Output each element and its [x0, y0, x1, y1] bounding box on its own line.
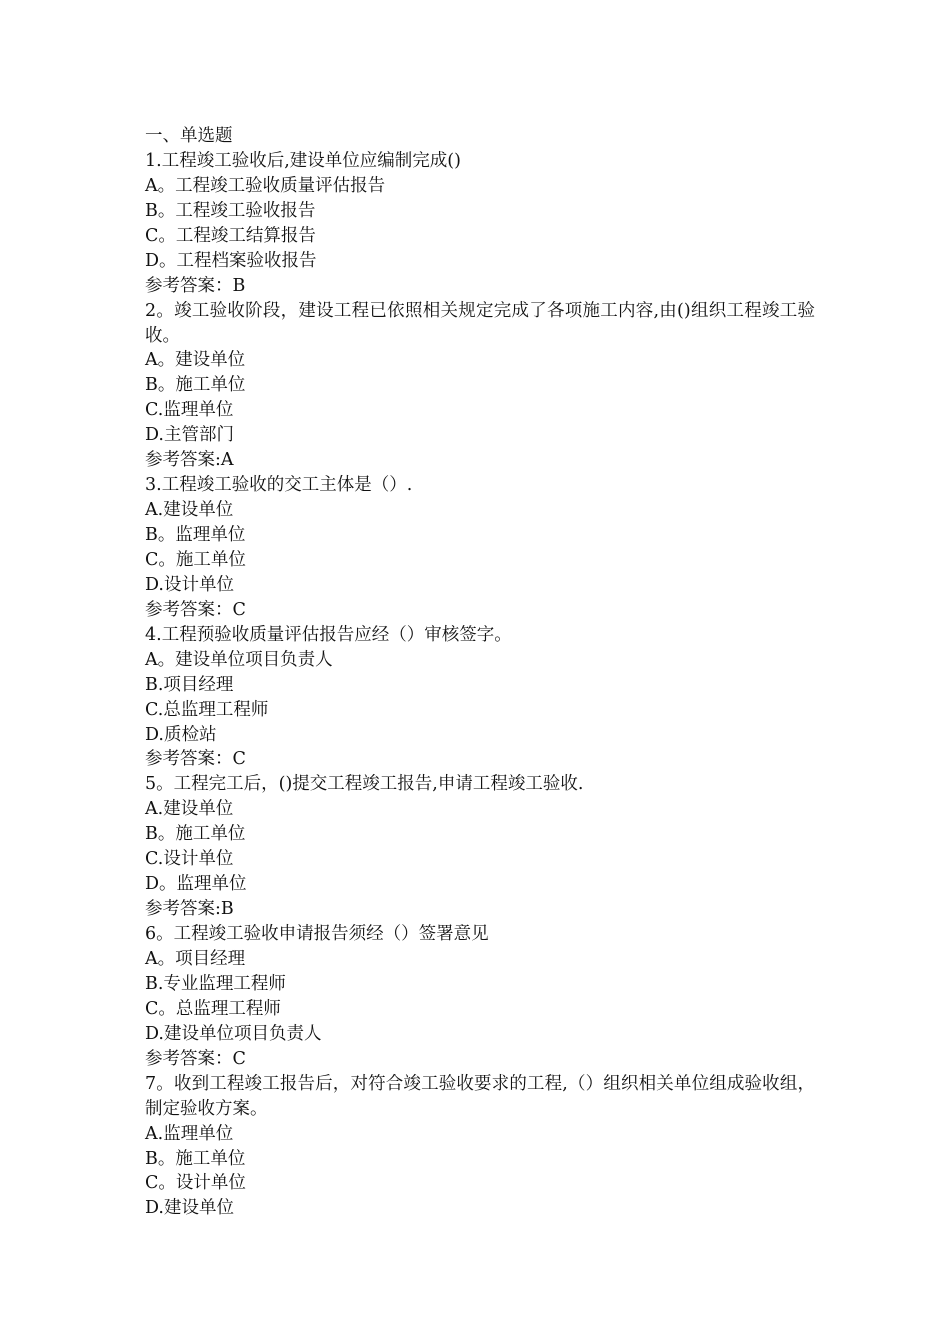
section-title: 一、单选题 — [145, 126, 233, 146]
question-block — [145, 473, 815, 623]
question-stem: 4.工程预验收质量评估报告应经（）审核签字。 — [145, 624, 512, 645]
reference-answer: 参考答案:B — [145, 899, 234, 920]
option-c: C。总监理工程师 — [145, 998, 281, 1019]
question-block — [145, 922, 815, 1072]
reference-answer: 参考答案：C — [145, 749, 246, 770]
option-d: D。工程档案验收报告 — [145, 250, 317, 271]
question-block — [145, 299, 815, 474]
option-a: A。建设单位 — [145, 350, 246, 371]
option-d: D.质检站 — [145, 724, 217, 745]
question-block — [145, 149, 815, 299]
option-d: D.主管部门 — [145, 425, 234, 446]
option-c: C。工程竣工结算报告 — [145, 225, 316, 246]
option-b: B。工程竣工验收报告 — [145, 200, 316, 221]
reference-answer: 参考答案：C — [145, 1048, 246, 1069]
document-page — [145, 124, 815, 1221]
option-a: A。工程竣工验收质量评估报告 — [145, 175, 386, 196]
option-a: A.监理单位 — [145, 1123, 234, 1144]
option-c: C。施工单位 — [145, 549, 246, 570]
option-c: C.总监理工程师 — [145, 699, 269, 720]
option-c: C.监理单位 — [145, 400, 234, 421]
option-b: B。监理单位 — [145, 525, 246, 546]
option-a: A。建设单位项目负责人 — [145, 649, 333, 670]
question-block — [145, 1072, 815, 1222]
option-b: B.专业监理工程师 — [145, 973, 286, 994]
question-stem: 7。收到工程竣工报告后，对符合竣工验收要求的工程,（）组织相关单位组成验收组，制定验收方案。 — [145, 1073, 815, 1119]
option-d: D.建设单位 — [145, 1198, 234, 1219]
option-a: A.建设单位 — [145, 799, 234, 820]
option-d: D.设计单位 — [145, 574, 234, 595]
option-b: B。施工单位 — [145, 1148, 246, 1169]
option-b: B。施工单位 — [145, 375, 246, 396]
option-b: B。施工单位 — [145, 824, 246, 845]
option-d: D.建设单位项目负责人 — [145, 1023, 322, 1044]
question-stem: 2。竣工验收阶段，建设工程已依照相关规定完成了各项施工内容,由()组织工程竣工验收。 — [145, 300, 815, 346]
option-d: D。监理单位 — [145, 874, 247, 895]
reference-answer: 参考答案：C — [145, 599, 246, 620]
question-stem: 3.工程竣工验收的交工主体是（）. — [145, 475, 413, 496]
option-b: B.项目经理 — [145, 674, 234, 695]
question-stem: 1.工程竣工验收后,建设单位应编制完成() — [145, 150, 461, 171]
question-stem: 5。工程完工后，()提交工程竣工报告,申请工程竣工验收. — [145, 774, 584, 795]
question-stem: 6。工程竣工验收申请报告须经（）签署意见 — [145, 924, 489, 945]
reference-answer: 参考答案:A — [145, 450, 234, 471]
question-block — [145, 772, 815, 922]
reference-answer: 参考答案：B — [145, 275, 246, 296]
option-c: C.设计单位 — [145, 849, 234, 870]
option-a: A。项目经理 — [145, 948, 246, 969]
option-a: A.建设单位 — [145, 500, 234, 521]
question-block — [145, 623, 815, 773]
option-c: C。设计单位 — [145, 1173, 246, 1194]
